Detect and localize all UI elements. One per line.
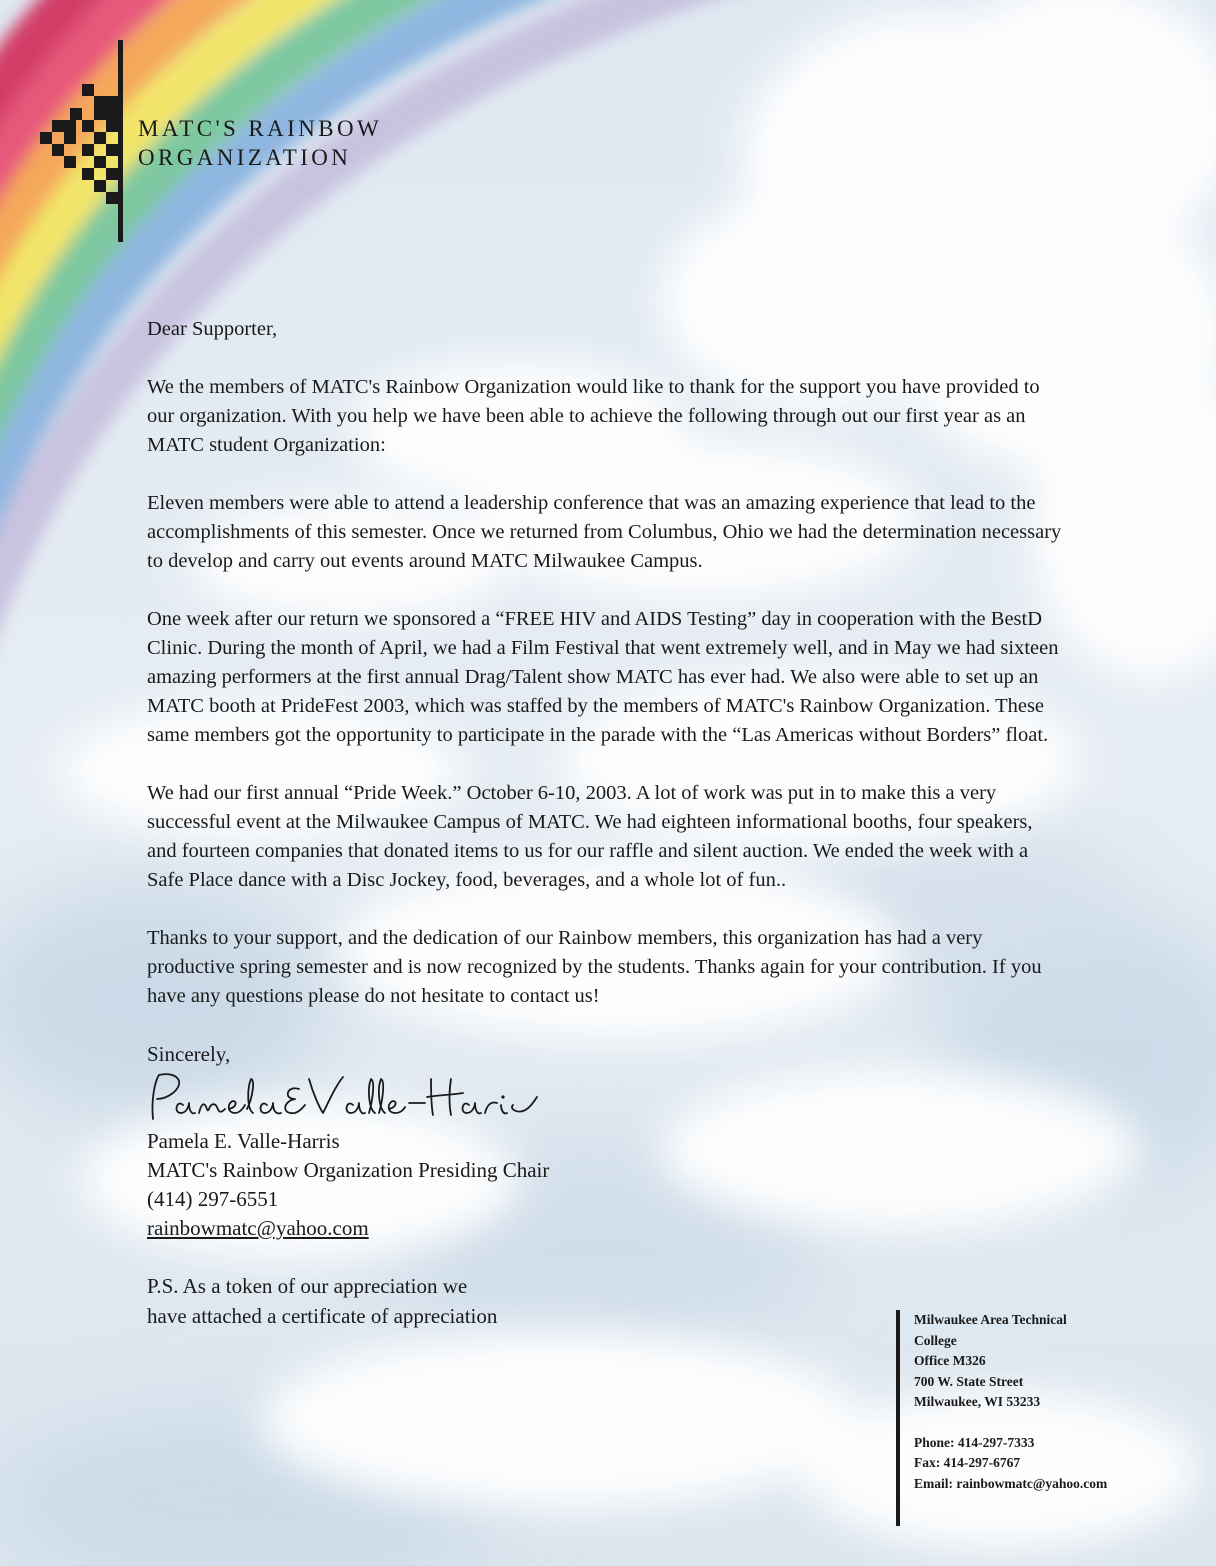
organization-name-line1: MATC'S RAINBOW — [138, 116, 383, 141]
paragraph-events: One week after our return we sponsored a “FREE HIV and AIDS Testing” day in cooperation with the BestD Clinic. During the month of April, we had a Film Festival that went extremely well, and in May we had sixteen amazing performers at the first annual Drag/Talent show MATC has ever had. We also were able to set up an MATC booth at PrideFest 2003, which was staffed by the members of MATC's Rainbow Organization. These same members got the opportunity to participate in the parade with the “Las Americas without Borders” float. — [147, 608, 1059, 746]
contact-line5: Milwaukee, WI 53233 — [914, 1394, 1041, 1409]
salutation: Dear Supporter, — [147, 318, 278, 340]
signer-title: MATC's Rainbow Organization Presiding Chair — [147, 1158, 550, 1182]
handwritten-signature — [147, 1069, 547, 1127]
contact-line3: Office M326 — [914, 1353, 986, 1368]
contact-phone: Phone: 414-297-7333 — [914, 1434, 1035, 1450]
closing: Sincerely, — [147, 1042, 231, 1066]
postscript-line1: P.S. As a token of our appreciation we — [147, 1274, 468, 1298]
letter-body — [147, 315, 1067, 1331]
paragraph-conference: Eleven members were able to attend a leadership conference that was an amazing experience that lead to the accomplishments of this semester. Once we returned from Columbus, Ohio we had the determination necessary to develop and carry out events around MATC Milwaukee Campus. — [147, 492, 1062, 572]
organization-logo — [38, 40, 133, 245]
contact-fax: Fax: 414-297-6767 — [914, 1455, 1021, 1470]
paragraph-pride-week: We had our first annual “Pride Week.” October 6-10, 2003. A lot of work was put in to make this a very successful event at the Milwaukee Campus of MATC. We had eighteen informational booths, four speakers, and fourteen companies that donated items to us for our raffle and silent auction. We ended the week with a Safe Place dance with a Disc Jockey, food, beverages, and a whole lot of fun.. — [147, 782, 1033, 891]
signer-name: Pamela E. Valle-Harris — [147, 1129, 340, 1153]
paragraph-thanks: We the members of MATC's Rainbow Organization would like to thank for the support you have provided to our organization. With you help we have been able to achieve the following through out our first year as an MATC student Organization: — [147, 376, 1040, 456]
signer-phone: (414) 297-6551 — [147, 1187, 279, 1211]
contact-email[interactable]: Email: rainbowmatc@yahoo.com — [914, 1475, 1108, 1491]
contact-line1: Milwaukee Area Technical — [914, 1312, 1067, 1327]
contact-spacer — [914, 1413, 1196, 1433]
signer-email-link[interactable]: rainbowmatc@yahoo.com — [147, 1216, 369, 1240]
contact-line4: 700 W. State Street — [914, 1373, 1024, 1389]
contact-line2: College — [914, 1332, 957, 1348]
postscript-line2: have attached a certificate of appreciation — [147, 1304, 498, 1328]
paragraph-closing-thanks: Thanks to your support, and the dedication of our Rainbow members, this organization has had a very productive spring semester and is now recognized by the students. Thanks again for your contribution. If you have any questions please do not hesitate to contact us! — [147, 927, 1042, 1007]
contact-sidebar — [896, 1310, 1196, 1526]
organization-name-line2: ORGANIZATION — [138, 145, 352, 170]
organization-name — [138, 114, 382, 172]
